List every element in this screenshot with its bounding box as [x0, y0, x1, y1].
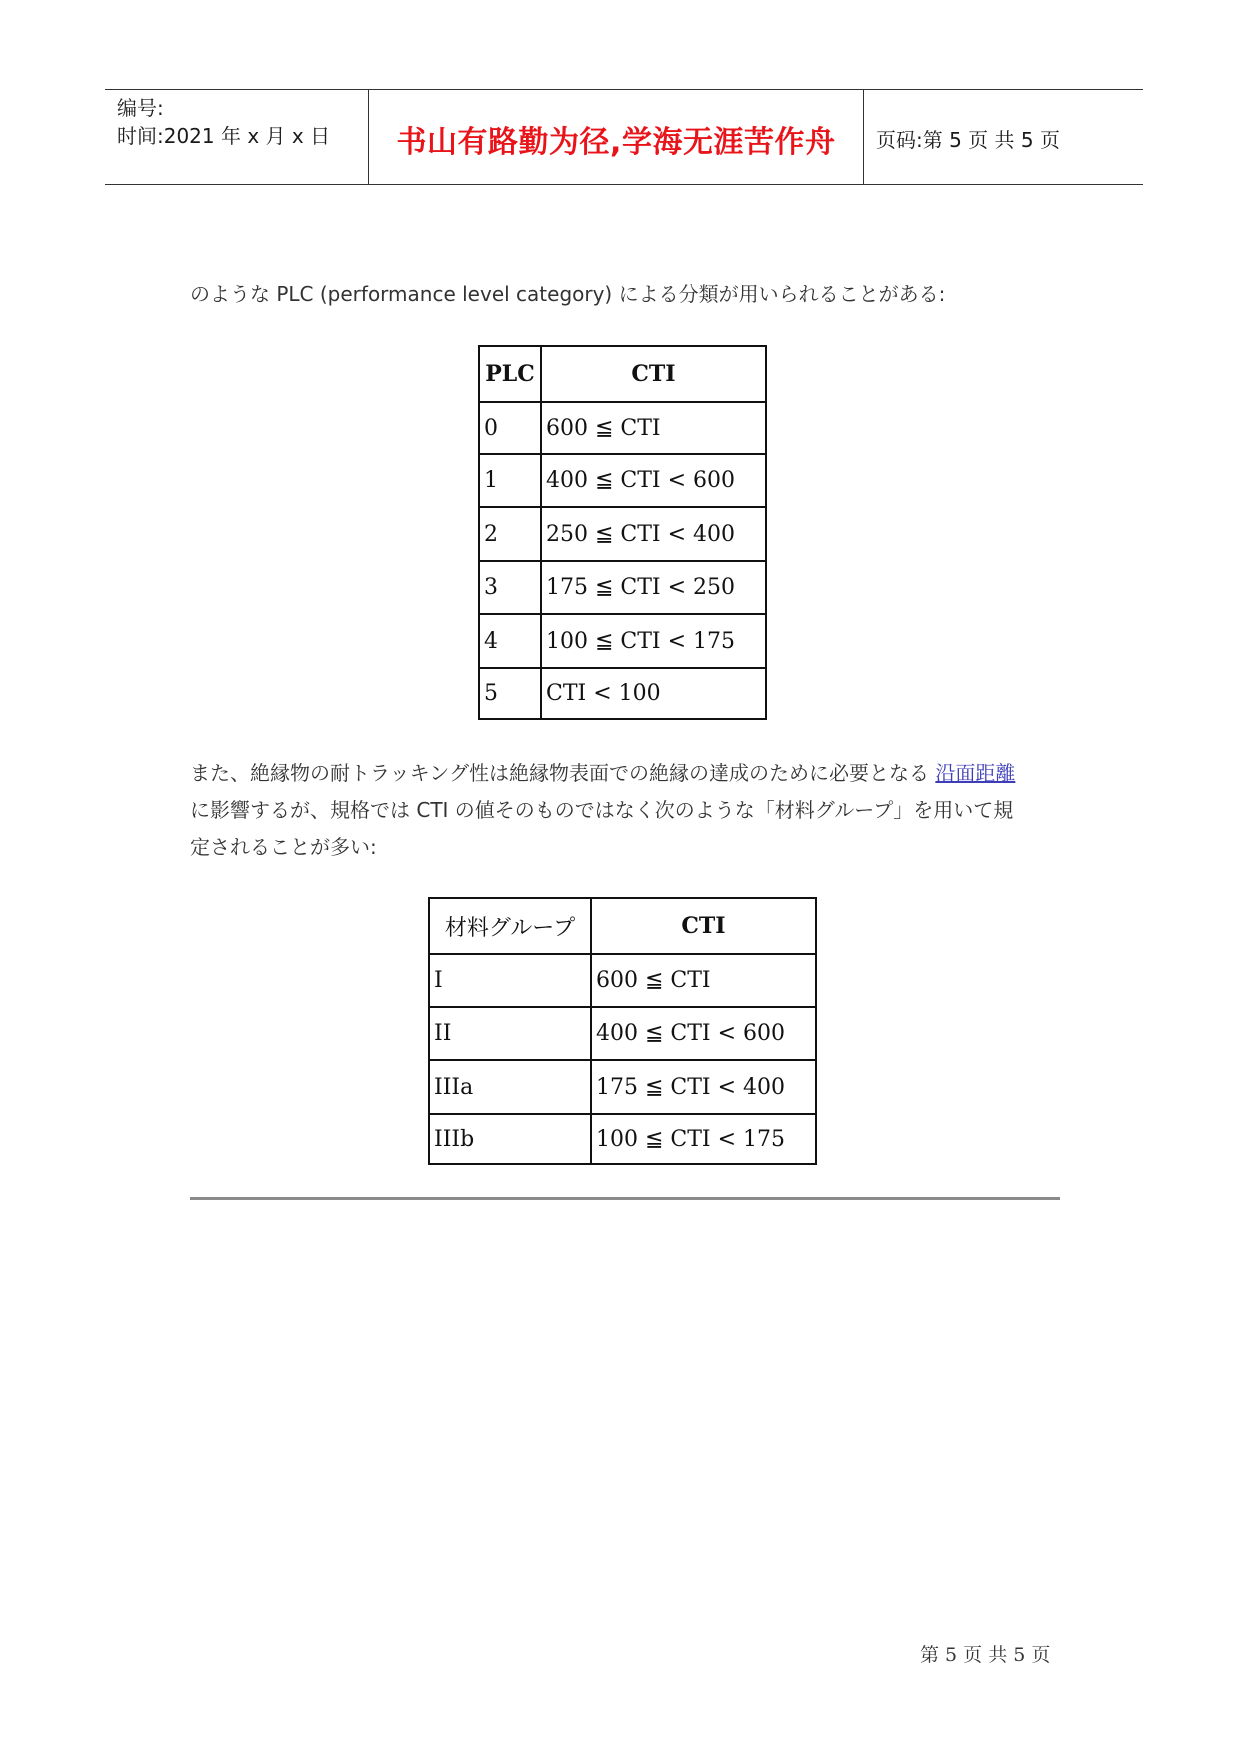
table-row: [479, 561, 766, 614]
paragraph-text: また、絶縁物の耐トラッキング性は絶縁物表面での絶縁の達成のために必要となる: [190, 761, 936, 785]
table-cell: CTI < 100: [541, 668, 766, 719]
header-motto-cell: [369, 90, 864, 184]
table-cell: 600 ≦ CTI: [591, 954, 816, 1007]
table-cell: 100 ≦ CTI < 175: [541, 614, 766, 668]
table-header-row: [429, 898, 816, 954]
table-row: [479, 402, 766, 454]
table-cell: 4: [479, 614, 541, 668]
document-number-label: 编号:: [117, 96, 164, 120]
paragraph-line: 定されることが多い:: [190, 835, 377, 859]
table-cell: 175 ≦ CTI < 400: [591, 1060, 816, 1114]
table-cell: 100 ≦ CTI < 175: [591, 1114, 816, 1164]
table-row: [429, 1114, 816, 1164]
table-cell: 600 ≦ CTI: [541, 402, 766, 454]
intro-paragraph: のような PLC (performance level category) による分類が用いられることがある:: [190, 282, 946, 306]
table-cell: 2: [479, 507, 541, 561]
table-header-row: [479, 346, 766, 402]
table-row: [479, 614, 766, 668]
motto-text: 书山有路勤为径,学海无涯苦作舟: [396, 125, 836, 160]
table-cell: 250 ≦ CTI < 400: [541, 507, 766, 561]
table-header-cell: CTI: [541, 346, 766, 402]
table-cell: I: [429, 954, 591, 1007]
page-footer: 第 5 页 共 5 页: [920, 1644, 1051, 1666]
table-cell: II: [429, 1007, 591, 1060]
table-cell: IIIb: [429, 1114, 591, 1164]
page-code-label: 页码:第 5 页 共 5 页: [876, 128, 1060, 152]
table-header-cell: CTI: [591, 898, 816, 954]
paragraph-line: [190, 755, 1062, 792]
table-row: [479, 668, 766, 719]
table-header-cell: 材料グループ: [429, 898, 591, 954]
table-header-cell: PLC: [479, 346, 541, 402]
table-cell: 5: [479, 668, 541, 719]
document-time-label: 时间:2021 年 x 月 x 日: [117, 124, 331, 148]
table-cell: 1: [479, 454, 541, 507]
table-row: [429, 1007, 816, 1060]
table-cell: 400 ≦ CTI < 600: [541, 454, 766, 507]
table-cell: 0: [479, 402, 541, 454]
paragraph-line: に影響するが、規格では CTI の値そのものではなく次のような「材料グループ」を用いて規: [190, 798, 1014, 822]
table-row: [479, 507, 766, 561]
table-row: [429, 1060, 816, 1114]
horizontal-divider: [190, 1197, 1060, 1200]
page-header: [105, 89, 1143, 185]
material-group-table: [428, 897, 817, 1165]
table-row: [479, 454, 766, 507]
body-paragraph: [190, 755, 1062, 866]
table-cell: IIIa: [429, 1060, 591, 1114]
header-meta-cell: [105, 90, 369, 184]
table-cell: 175 ≦ CTI < 250: [541, 561, 766, 614]
plc-table: [478, 345, 767, 720]
table-cell: 3: [479, 561, 541, 614]
table-cell: 400 ≦ CTI < 600: [591, 1007, 816, 1060]
table-row: [429, 954, 816, 1007]
creepage-distance-link[interactable]: 沿面距離: [935, 761, 1016, 785]
header-page-cell: [864, 90, 1143, 184]
